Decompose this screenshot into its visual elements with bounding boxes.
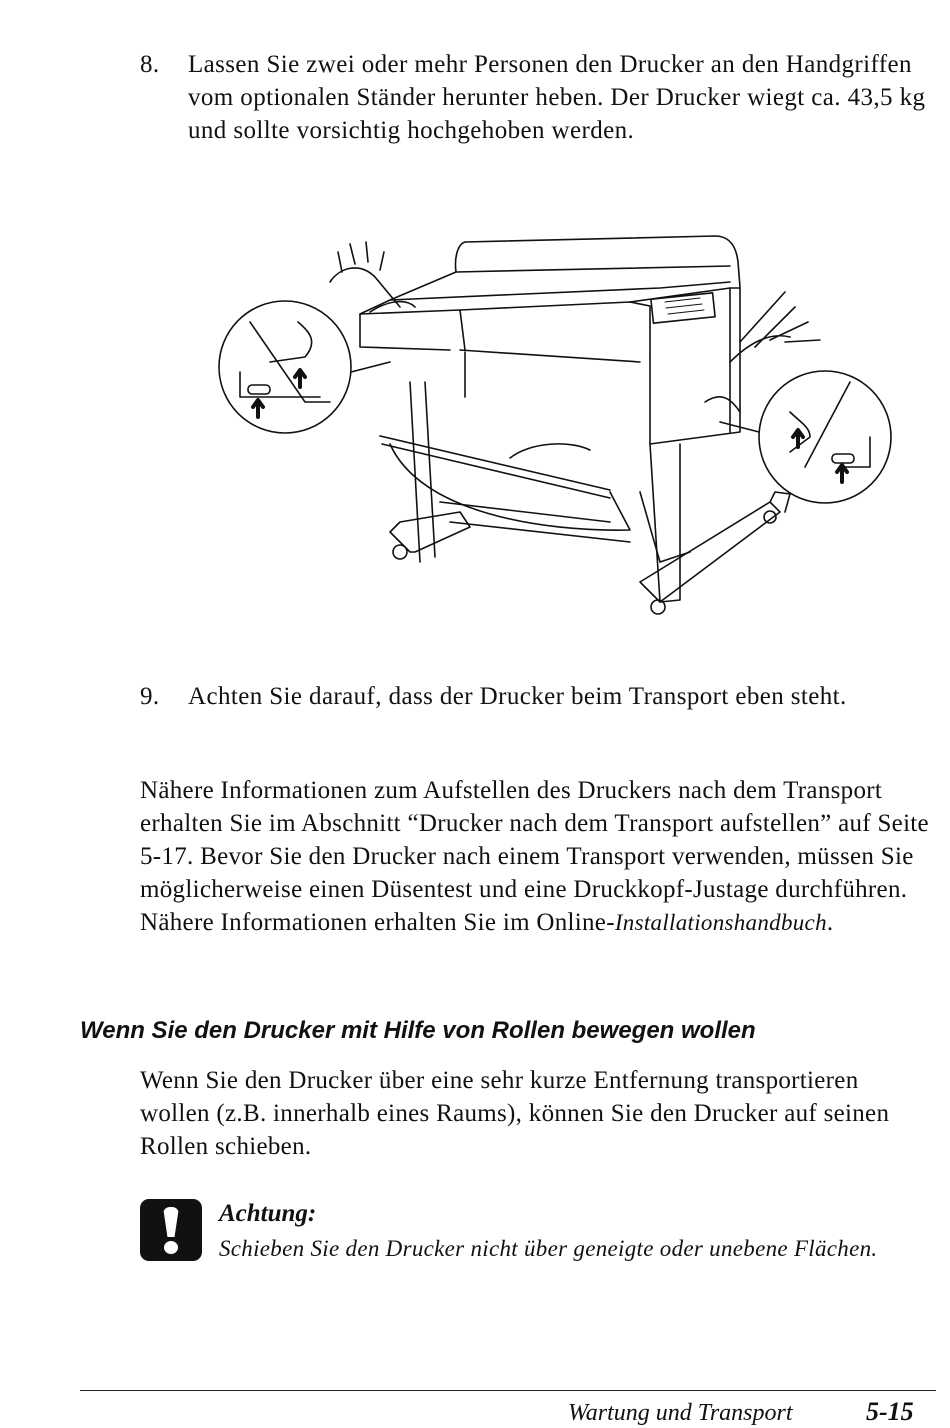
info-paragraph-suffix: . <box>826 909 834 936</box>
caution-text: Schieben Sie den Drucker nicht über geneigte oder unebene Flächen. <box>219 1236 878 1261</box>
footer-chapter-title: Wartung und Transport <box>568 1400 793 1426</box>
info-paragraph <box>140 774 930 939</box>
section-heading: Wenn Sie den Drucker mit Hilfe von Rollen bewegen wollen <box>80 1017 756 1044</box>
printer-lifting-illustration <box>210 222 900 634</box>
footer-divider <box>80 1390 936 1391</box>
caution-exclamation-icon <box>140 1199 202 1261</box>
step-9-text: Achten Sie darauf, dass der Drucker beim Transport eben steht. <box>188 683 847 710</box>
step-8-text: Lassen Sie zwei oder mehr Personen den Drucker an den Handgriffen vom optionalen Ständer herunter heben. Der Drucker wiegt ca. 43,5 kg und sollte vorsichtig hochgehoben werden. <box>188 51 926 144</box>
info-paragraph-text: Nähere Informationen zum Aufstellen des Druckers nach dem Transport erhalten Sie im Abschnitt “Drucker nach dem Transport aufstellen” auf Seite 5-17. Bevor Sie den Drucker nach einem Transport verwenden, müssen Sie möglicherweise einen Düsentest und eine Druckkopf-Justage durchführen. Nähere Informationen erhalten Sie im Online- <box>140 777 929 936</box>
caution-title: Achtung: <box>219 1200 317 1227</box>
step-8-number: 8. <box>140 51 160 78</box>
section-paragraph: Wenn Sie den Drucker über eine sehr kurze Entfernung transportieren wollen (z.B. innerhalb eines Raums), können Sie den Drucker auf seinen Rollen schieben. <box>140 1067 890 1160</box>
step-9-number: 9. <box>140 683 160 710</box>
footer-page-number: 5-15 <box>866 1397 914 1426</box>
installation-manual-reference: Installationshandbuch <box>614 910 827 935</box>
